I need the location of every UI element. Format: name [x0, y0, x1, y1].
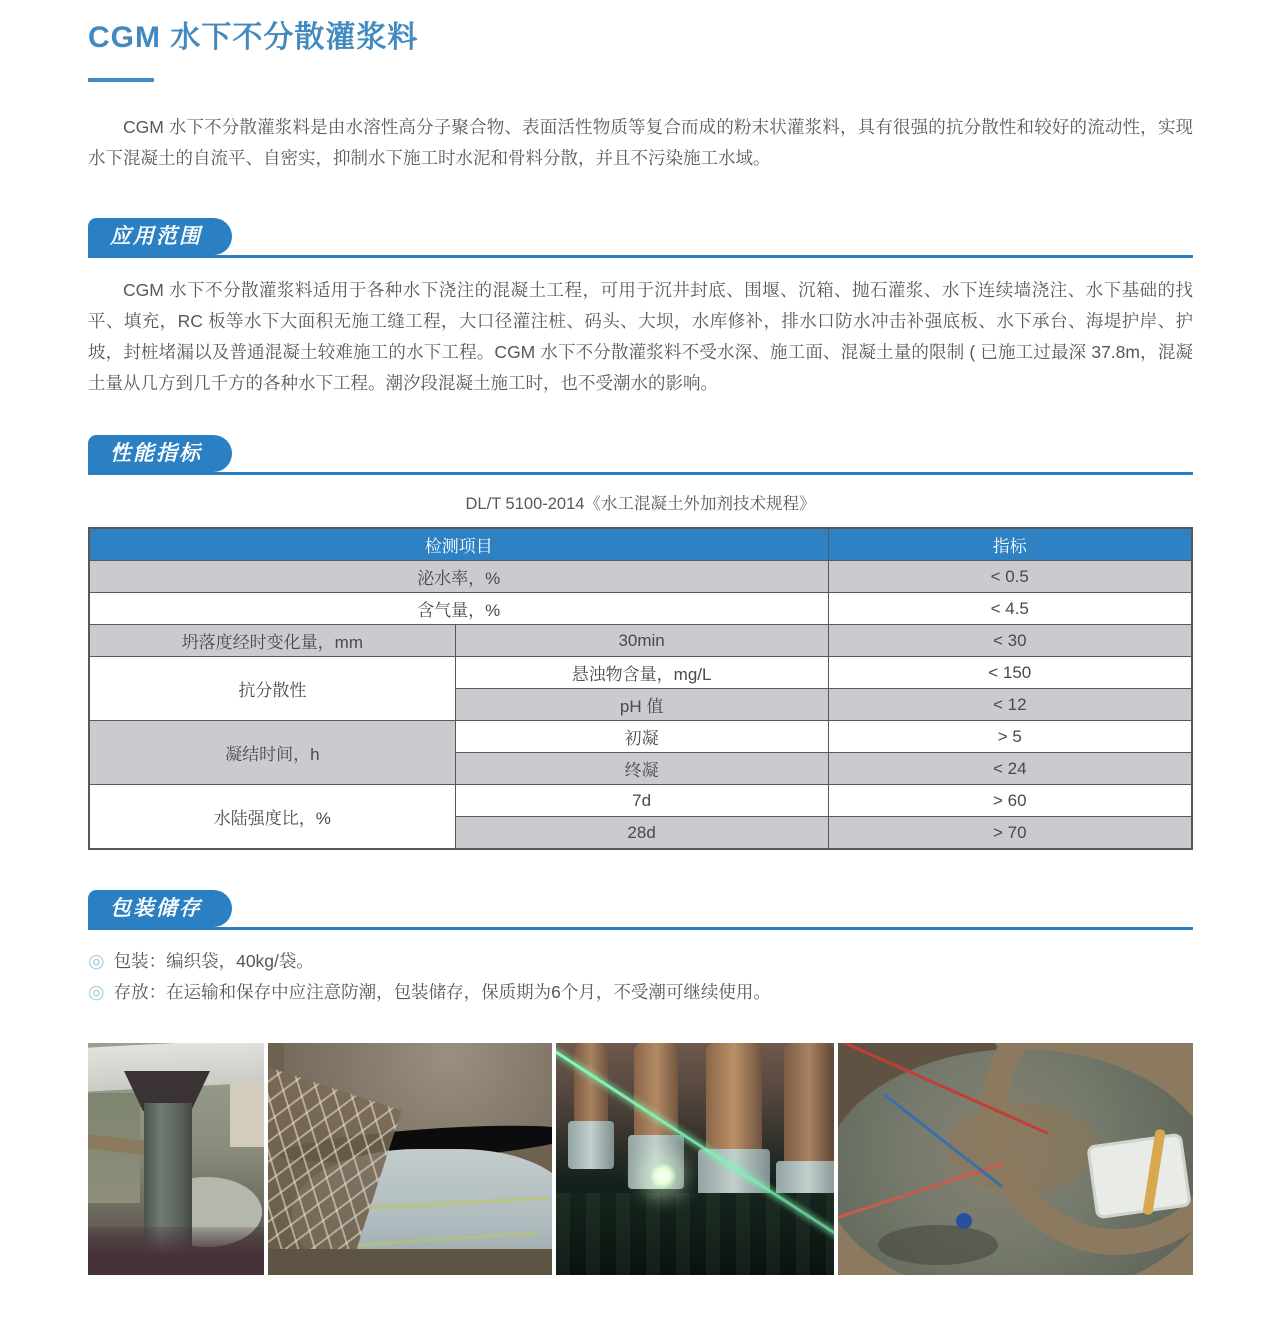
cell-value: < 150 [828, 657, 1192, 689]
cell-value: < 4.5 [828, 593, 1192, 625]
table-row [89, 593, 1192, 625]
section-heading-performance: 性能指标 [88, 435, 232, 472]
table-row [89, 785, 1192, 817]
table-header-row [89, 528, 1192, 561]
table-row [89, 625, 1192, 657]
photo-caisson-topview [838, 1043, 1193, 1275]
photo-strip [88, 1043, 1193, 1275]
cell-value: < 0.5 [828, 561, 1192, 593]
cell-value: > 5 [828, 721, 1192, 753]
bullet-text: 包装：编织袋，40kg/袋。 [113, 951, 314, 971]
cell-item: 抗分散性 [89, 657, 455, 721]
list-item [88, 946, 1193, 976]
cell-sub-item: 30min [455, 625, 828, 657]
cell-item: 坍落度经时变化量，mm [89, 625, 455, 657]
photo-pile-closeup [268, 1043, 552, 1275]
cell-value: > 70 [828, 817, 1192, 850]
packaging-bullet-list [88, 946, 1193, 1007]
performance-table [88, 527, 1193, 850]
cell-item: 泌水率，% [89, 561, 828, 593]
title-underline [88, 78, 154, 82]
cell-sub-item: 终凝 [455, 753, 828, 785]
cell-item: 水陆强度比，% [89, 785, 455, 850]
cell-sub-item: 悬浊物含量，mg/L [455, 657, 828, 689]
cell-item: 凝结时间，h [89, 721, 455, 785]
section-head-packaging [88, 890, 1193, 930]
photo-night-piers-laser [556, 1043, 834, 1275]
double-circle-bullet-icon: ◎ [88, 981, 105, 1003]
double-circle-bullet-icon: ◎ [88, 950, 105, 972]
cell-value: > 60 [828, 785, 1192, 817]
section-application [88, 218, 1193, 399]
application-paragraph: CGM 水下不分散灌浆料适用于各种水下浇注的混凝土工程，可用于沉井封底、围堰、沉箱、抛石灌浆、水下连续墙浇注、水下基础的找平、填充，RC 板等水下大面积无施工缝工程，大口径灌注桩、码头、大坝，水库修补，排水口防水冲击补强底板、水下承台、海堤护岸、护坡，封桩堵漏以及普通混凝土较难施工的水下工程。CGM 水下不分散灌浆料不受水深、施工面、混凝土量的限制 ( 已施工过最深 37.8m，混凝土量从几方到几千方的各种水下工程。潮汐段混凝土施工时，也不受潮水的影响。 [88, 280, 1193, 393]
cell-value: < 24 [828, 753, 1192, 785]
cell-sub-item: 初凝 [455, 721, 828, 753]
photo-pier-pipe [88, 1043, 264, 1275]
cell-sub-item: pH 值 [455, 689, 828, 721]
page-title: CGM 水下不分散灌浆料 [88, 21, 419, 54]
section-performance [88, 435, 1193, 850]
cell-sub-item: 7d [455, 785, 828, 817]
cell-item: 含气量，% [89, 593, 828, 625]
document-page [88, 0, 1193, 1275]
section-packaging [88, 890, 1193, 1007]
table-row [89, 561, 1192, 593]
table-row [89, 657, 1192, 689]
section-heading-packaging: 包装储存 [88, 890, 232, 927]
cell-value: < 12 [828, 689, 1192, 721]
intro-paragraph: CGM 水下不分散灌浆料是由水溶性高分子聚合物、表面活性物质等复合而成的粉末状灌浆料，具有很强的抗分散性和较好的流动性，实现水下混凝土的自流平、自密实，抑制水下施工时水泥和骨料分散，并且不污染施工水域。 [88, 117, 1193, 168]
section-head-performance [88, 435, 1193, 475]
table-row [89, 721, 1192, 753]
col-header-item: 检测项目 [89, 528, 828, 561]
col-header-index: 指标 [828, 528, 1192, 561]
section-head-application [88, 218, 1193, 258]
section-heading-application: 应用范围 [88, 218, 232, 255]
bullet-text: 存放：在运输和保存中应注意防潮，包装储存，保质期为6个月，不受潮可继续使用。 [113, 982, 771, 1002]
cell-value: < 30 [828, 625, 1192, 657]
standard-reference: DL/T 5100-2014《水工混凝土外加剂技术规程》 [465, 495, 816, 513]
cell-sub-item: 28d [455, 817, 828, 850]
list-item [88, 977, 1193, 1007]
